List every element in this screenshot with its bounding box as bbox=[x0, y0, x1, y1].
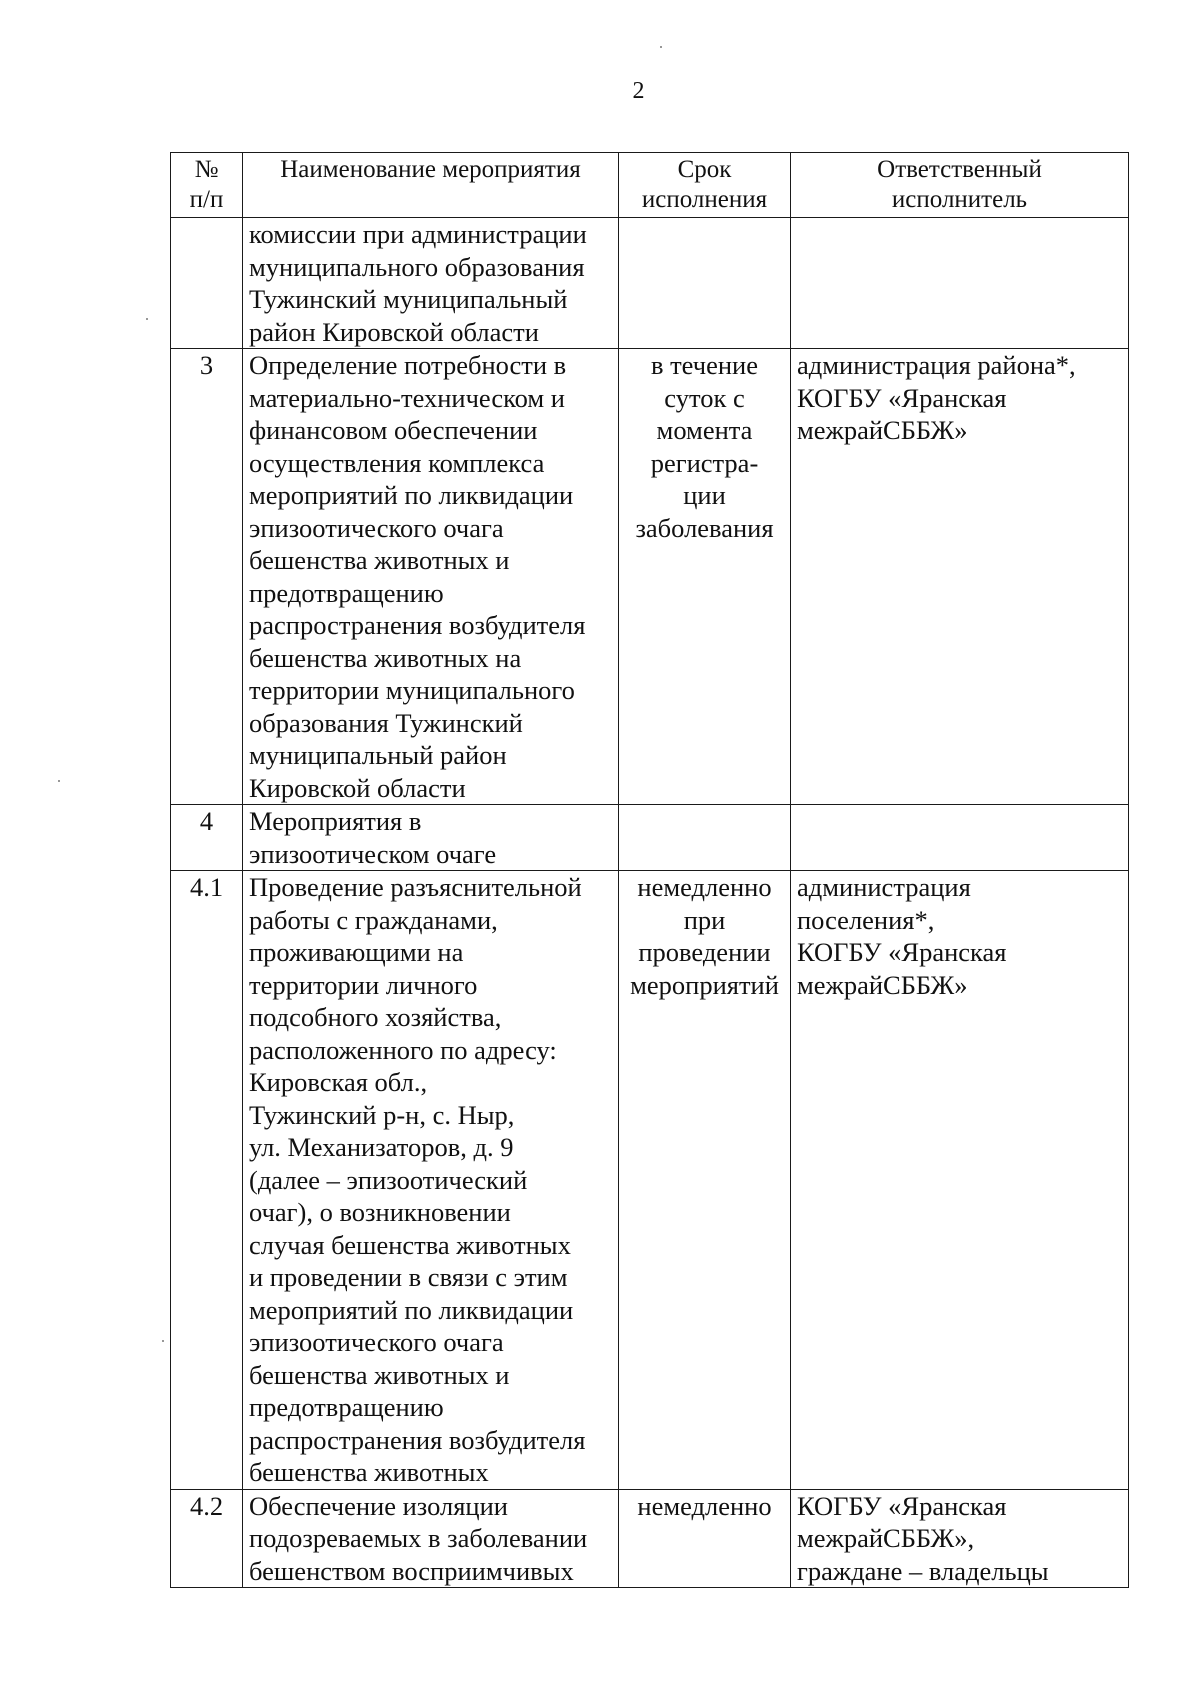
row-deadline: в течение суток с момента регистра- ции заболевания bbox=[619, 349, 791, 805]
scan-speck bbox=[660, 46, 662, 48]
row-deadline bbox=[619, 218, 791, 349]
action-plan-table bbox=[170, 152, 1129, 1588]
table-row bbox=[171, 349, 1129, 805]
scan-speck bbox=[146, 318, 148, 320]
row-deadline: немедленно при проведении мероприятий bbox=[619, 871, 791, 1490]
header-number: № п/п bbox=[171, 153, 243, 218]
header-deadline: Срок исполнения bbox=[619, 153, 791, 218]
row-responsible: КОГБУ «Яранская межрайСББЖ», граждане – владельцы bbox=[791, 1489, 1129, 1588]
row-number: 4.2 bbox=[171, 1489, 243, 1588]
row-responsible bbox=[791, 805, 1129, 871]
table-row bbox=[171, 1489, 1129, 1588]
row-responsible bbox=[791, 218, 1129, 349]
scan-speck bbox=[162, 1340, 164, 1342]
table-row bbox=[171, 871, 1129, 1490]
row-deadline: немедленно bbox=[619, 1489, 791, 1588]
header-responsible: Ответственный исполнитель bbox=[791, 153, 1129, 218]
row-number bbox=[171, 218, 243, 349]
row-activity-name: Мероприятия в эпизоотическом очаге bbox=[243, 805, 619, 871]
row-activity-name: Проведение разъяснительной работы с гражданами, проживающими на территории личного подсобного хозяйства, расположенного по адресу: Кировская обл., Тужинский р-н, с. Ныр, ул. Механизаторов, д. 9 (далее – эпизоотический очаг), о возникновении случая бешенства животных и проведении в связи с этим мероприятий по ликвидации эпизоотического очага бешенства животных и предотвращению распространения возбудителя бешенства животных bbox=[243, 871, 619, 1490]
header-activity-name: Наименование мероприятия bbox=[243, 153, 619, 218]
row-deadline bbox=[619, 805, 791, 871]
row-activity-name: комиссии при администрации муниципального образования Тужинский муниципальный район Кировской области bbox=[243, 218, 619, 349]
row-activity-name: Обеспечение изоляции подозреваемых в заболевании бешенством восприимчивых bbox=[243, 1489, 619, 1588]
scan-speck bbox=[58, 780, 60, 782]
table-header-row bbox=[171, 153, 1129, 218]
table-row bbox=[171, 805, 1129, 871]
row-responsible: администрация района*, КОГБУ «Яранская межрайСББЖ» bbox=[791, 349, 1129, 805]
page-number: 2 bbox=[632, 78, 645, 104]
row-activity-name: Определение потребности в материально-техническом и финансовом обеспечении осуществления комплекса мероприятий по ликвидации эпизоотического очага бешенства животных и предотвращению распространения возбудителя бешенства животных на территории муниципального образования Тужинский муниципальный район Кировской области bbox=[243, 349, 619, 805]
row-number: 4.1 bbox=[171, 871, 243, 1490]
row-number: 3 bbox=[171, 349, 243, 805]
table-row bbox=[171, 218, 1129, 349]
row-responsible: администрация поселения*, КОГБУ «Яранская межрайСББЖ» bbox=[791, 871, 1129, 1490]
row-number: 4 bbox=[171, 805, 243, 871]
